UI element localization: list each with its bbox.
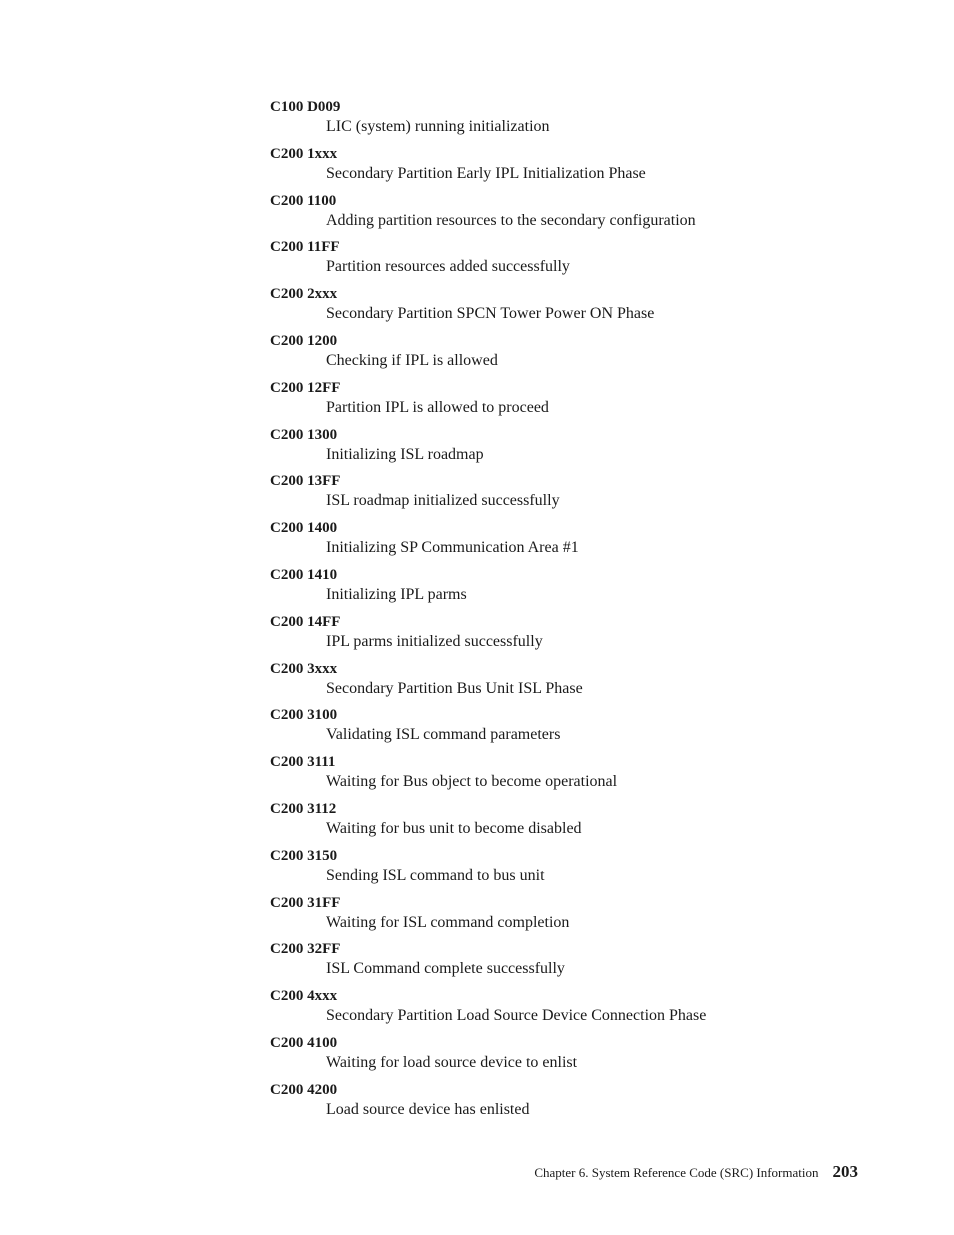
- src-description: Checking if IPL is allowed: [326, 351, 498, 369]
- src-code: C200 1300: [270, 426, 338, 443]
- src-code: C200 31FF: [270, 894, 341, 911]
- src-entry: [270, 566, 890, 613]
- src-description: Initializing IPL parms: [326, 585, 467, 603]
- src-entry: [270, 1034, 890, 1081]
- src-code: C200 3112: [270, 800, 337, 817]
- src-code: C200 13FF: [270, 473, 341, 490]
- src-code: C200 1100: [270, 192, 337, 209]
- src-code: C200 1xxx: [270, 145, 338, 162]
- src-description: Validating ISL command parameters: [326, 726, 561, 744]
- src-description: Waiting for Bus object to become operational: [326, 773, 618, 791]
- src-code: C200 14FF: [270, 613, 341, 630]
- src-entry: [270, 940, 890, 987]
- src-entry: [270, 332, 890, 379]
- src-description: Waiting for load source device to enlist: [326, 1053, 578, 1071]
- src-description: LIC (system) running initialization: [326, 118, 550, 135]
- src-code-list: [270, 98, 890, 1128]
- src-description: Secondary Partition Load Source Device Connection Phase: [326, 1007, 707, 1025]
- src-description: Secondary Partition Early IPL Initialization Phase: [326, 164, 646, 182]
- src-description: ISL roadmap initialized successfully: [326, 492, 560, 510]
- src-entry: [270, 98, 890, 145]
- src-code: C200 11FF: [270, 239, 340, 256]
- src-entry: [270, 800, 890, 847]
- src-code: C200 1410: [270, 566, 338, 583]
- footer-chapter-title: Chapter 6. System Reference Code (SRC) Information: [534, 1165, 819, 1180]
- src-code: C200 2xxx: [270, 286, 338, 303]
- src-entry: [270, 613, 890, 660]
- src-code: C100 D009: [270, 99, 341, 115]
- src-code: C200 4xxx: [270, 988, 338, 1005]
- src-description: IPL parms initialized successfully: [326, 632, 543, 650]
- src-entry: [270, 379, 890, 426]
- src-entry: [270, 753, 890, 800]
- src-entry: [270, 894, 890, 941]
- src-entry: [270, 192, 890, 239]
- src-code: C200 4100: [270, 1034, 338, 1051]
- src-description: Load source device has enlisted: [326, 1100, 530, 1118]
- src-code: C200 12FF: [270, 379, 341, 396]
- src-code: C200 32FF: [270, 941, 341, 958]
- src-code: C200 4200: [270, 1081, 338, 1098]
- page-number: 203: [832, 1162, 858, 1181]
- src-entry: [270, 285, 890, 332]
- src-entry: [270, 1081, 890, 1128]
- src-description: Sending ISL command to bus unit: [326, 866, 545, 884]
- src-entry: [270, 145, 890, 192]
- src-code: C200 1400: [270, 520, 338, 537]
- src-description: Initializing ISL roadmap: [326, 445, 484, 463]
- src-description: ISL Command complete successfully: [326, 960, 565, 978]
- src-description: Adding partition resources to the secondary configuration: [326, 211, 696, 229]
- src-description: Waiting for ISL command completion: [326, 913, 570, 931]
- src-code: C200 3xxx: [270, 660, 338, 677]
- src-description: Secondary Partition SPCN Tower Power ON Phase: [326, 305, 655, 323]
- src-code: C200 1200: [270, 332, 338, 349]
- src-description: Partition resources added successfully: [326, 258, 570, 276]
- src-entry: [270, 238, 890, 285]
- src-entry: [270, 472, 890, 519]
- src-code: C200 3150: [270, 847, 338, 864]
- src-code: C200 3111: [270, 754, 336, 771]
- page-footer: [534, 1162, 858, 1182]
- src-entry: [270, 519, 890, 566]
- src-description: Partition IPL is allowed to proceed: [326, 398, 549, 416]
- src-description: Waiting for bus unit to become disabled: [326, 819, 582, 837]
- src-entry: [270, 706, 890, 753]
- src-description: Secondary Partition Bus Unit ISL Phase: [326, 679, 583, 697]
- src-entry: [270, 426, 890, 473]
- src-entry: [270, 987, 890, 1034]
- src-entry: [270, 847, 890, 894]
- src-entry: [270, 660, 890, 707]
- src-description: Initializing SP Communication Area #1: [326, 539, 579, 557]
- src-code: C200 3100: [270, 707, 338, 724]
